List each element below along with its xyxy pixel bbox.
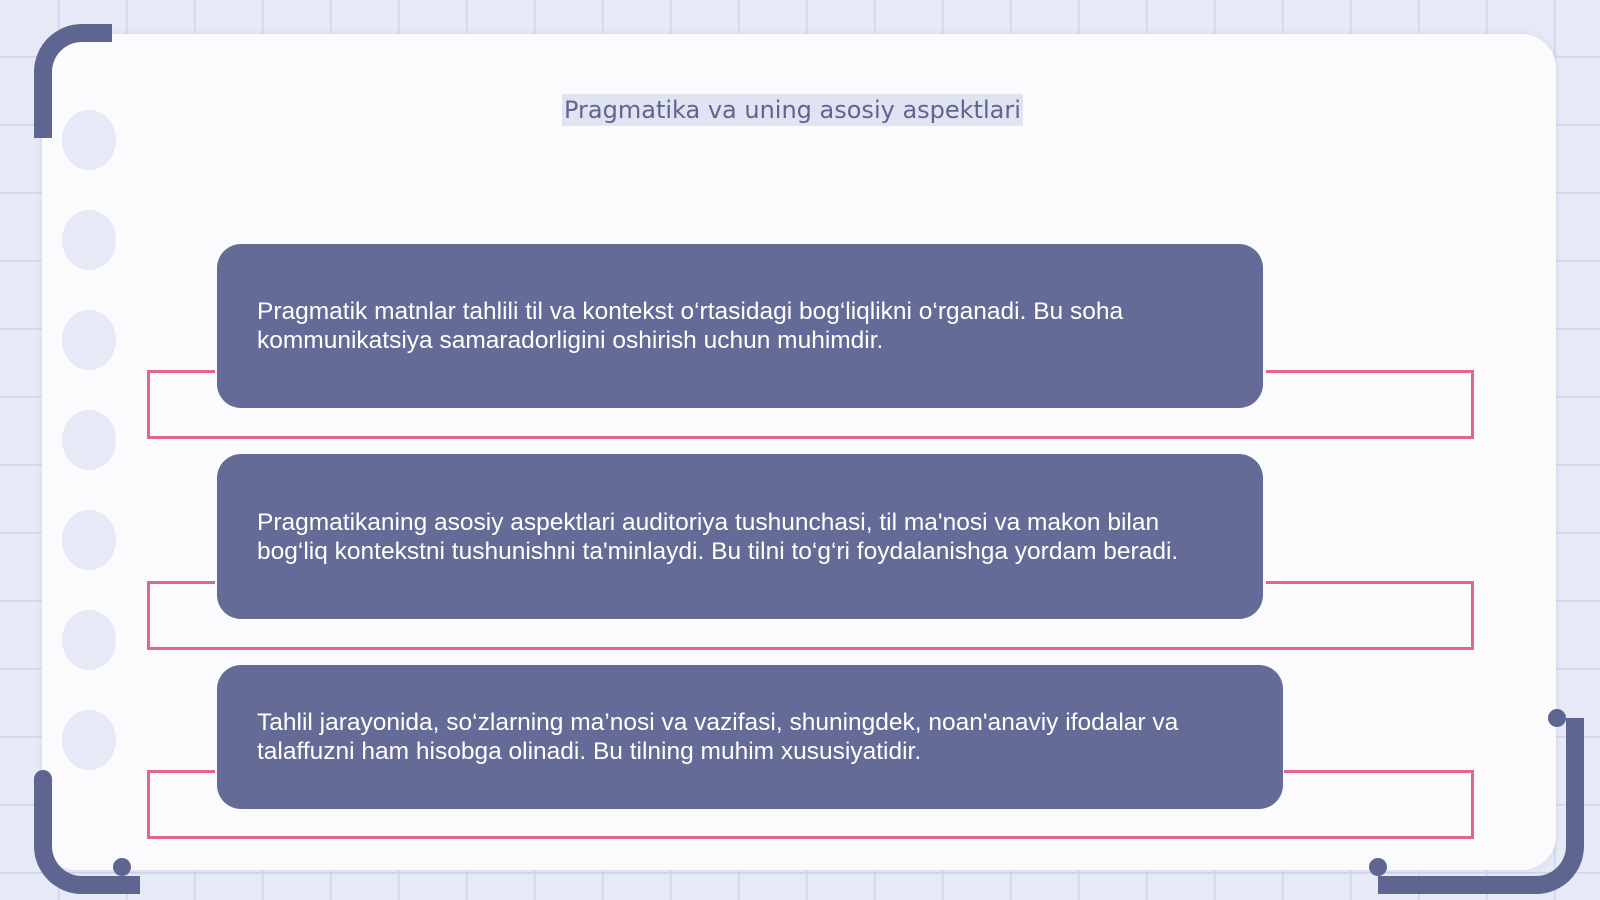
frame-top-left [147,770,215,773]
corner-bracket-bottom-left [34,778,140,894]
content-card [217,454,1263,619]
bracket-cap [85,24,103,42]
bracket-cap [1369,858,1387,876]
bracket-cap [113,858,131,876]
card-text: Tahlil jarayonida, so‘zlarning ma’nosi va vazifasi, shuningdek, noan'anaviy ifodalar va talaffuzni ham hisobga olinadi. Bu tilning muhim xususiyatidir. [257,709,1179,765]
binder-hole [62,510,116,570]
frame-top-right [1284,770,1474,773]
frame-top-left [147,581,215,584]
card-text: Pragmatikaning asosiy aspektlari auditoriya tushunchasi, til ma'nosi va makon bilan bog‘liq kontekstni tushunishni ta'minlaydi. Bu tilni to‘g‘ri foydalanishga yordam beradi. [257,508,1179,565]
bracket-cap [34,111,52,129]
binder-hole [62,410,116,470]
slide-title: Pragmatika va uning asosiy aspektlari [564,96,1021,124]
binder-hole [62,710,116,770]
binder-hole [62,310,116,370]
card-text: Pragmatik matnlar tahlili til va kontekst o‘rtasidagi bog‘liqlikni o‘rganadi. Bu soha kommunikatsiya samaradorligini oshirish uchun muhimdir. [257,298,1124,354]
bracket-cap [1548,709,1566,727]
binder-hole [62,610,116,670]
bracket-cap [34,770,52,788]
content-card [217,244,1263,408]
frame-top-right [1266,581,1474,584]
binder-hole [62,210,116,270]
frame-top-right [1266,370,1474,373]
content-card [217,665,1283,809]
frame-top-left [147,370,215,373]
